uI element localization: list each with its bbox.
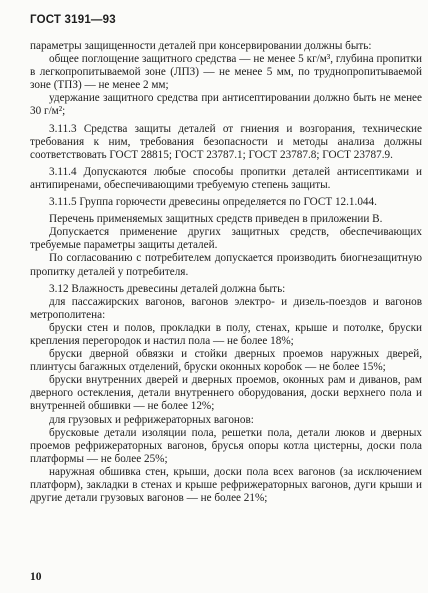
paragraph: для пассажирских вагонов, вагонов электро- и дизель-поездов и вагонов метрополитена:: [30, 295, 422, 321]
paragraph: Перечень применяемых защитных средств приведен в приложении В.: [49, 213, 383, 226]
paragraph: 3.11.5 Группа горючести древесины определяется по ГОСТ 12.1.044.: [49, 196, 377, 209]
paragraph: 3.11.3 Средства защиты деталей от гниения и возгорания, технические требования к ним, требования безопасности и методы анализа должны соответствовать ГОСТ 28815; ГОСТ 23787.1; ГОСТ 23787.8; ГОСТ 23787.9.: [30, 122, 422, 161]
paragraph: брусковые детали изоляции пола, решетки пола, детали люков и дверных проемов рефрижераторных вагонов, брусья опоры котла цистерны, доски пола платформы — не более 25%;: [30, 426, 422, 465]
page-number: 10: [30, 571, 42, 583]
paragraph: бруски дверной обвязки и стойки дверных проемов наружных дверей, плинтусы багажных отделений, бруски оконных коробок — не более 15%;: [30, 348, 422, 374]
paragraph: 3.12 Влажность древесины деталей должна быть:: [49, 282, 286, 295]
page-header: ГОСТ 3191—93: [30, 14, 116, 26]
paragraph: бруски стен и полов, прокладки в полу, стенах, крыше и потолке, бруски крепления перегородок и настил пола — не более 18%;: [30, 321, 422, 347]
document-body: [30, 40, 422, 505]
paragraph: 3.11.4 Допускаются любые способы пропитки деталей антисептиками и антипиренами, обеспечивающими требуемую степень защиты.: [30, 165, 422, 191]
paragraph: бруски внутренних дверей и дверных проемов, оконных рам и диванов, рам дверного остекления, детали внутреннего оборудования, доски верхнего пола и внутренней обшивки — не более 12%;: [30, 374, 422, 413]
paragraph: для грузовых и рефрижераторных вагонов:: [49, 413, 254, 426]
paragraph: параметры защищенности деталей при консервировании должны быть:: [30, 40, 372, 52]
paragraph: общее поглощение защитного средства — не менее 5 кг/м³, глубина пропитки в легкопропитываемой зоне (ЛПЗ) — не менее 5 мм, по труднопропитываемой зоне (ТПЗ) — не менее 2 мм;: [30, 53, 422, 92]
paragraph: По согласованию с потребителем допускается производить биогнезащитную пропитку деталей у потребителя.: [30, 252, 422, 278]
paragraph: удержание защитного средства при антисептировании должно быть не менее 30 г/м²;: [30, 92, 422, 118]
paragraph: Допускается применение других защитных средств, обеспечивающих требуемые параметры защиты деталей.: [30, 226, 422, 252]
paragraph: наружная обшивка стен, крыши, доски пола всех вагонов (за исключением платформ), закладки в стенах и крыше рефрижераторных вагонов, дуги крыши и другие детали грузовых вагонов — не более 21%;: [30, 465, 422, 505]
